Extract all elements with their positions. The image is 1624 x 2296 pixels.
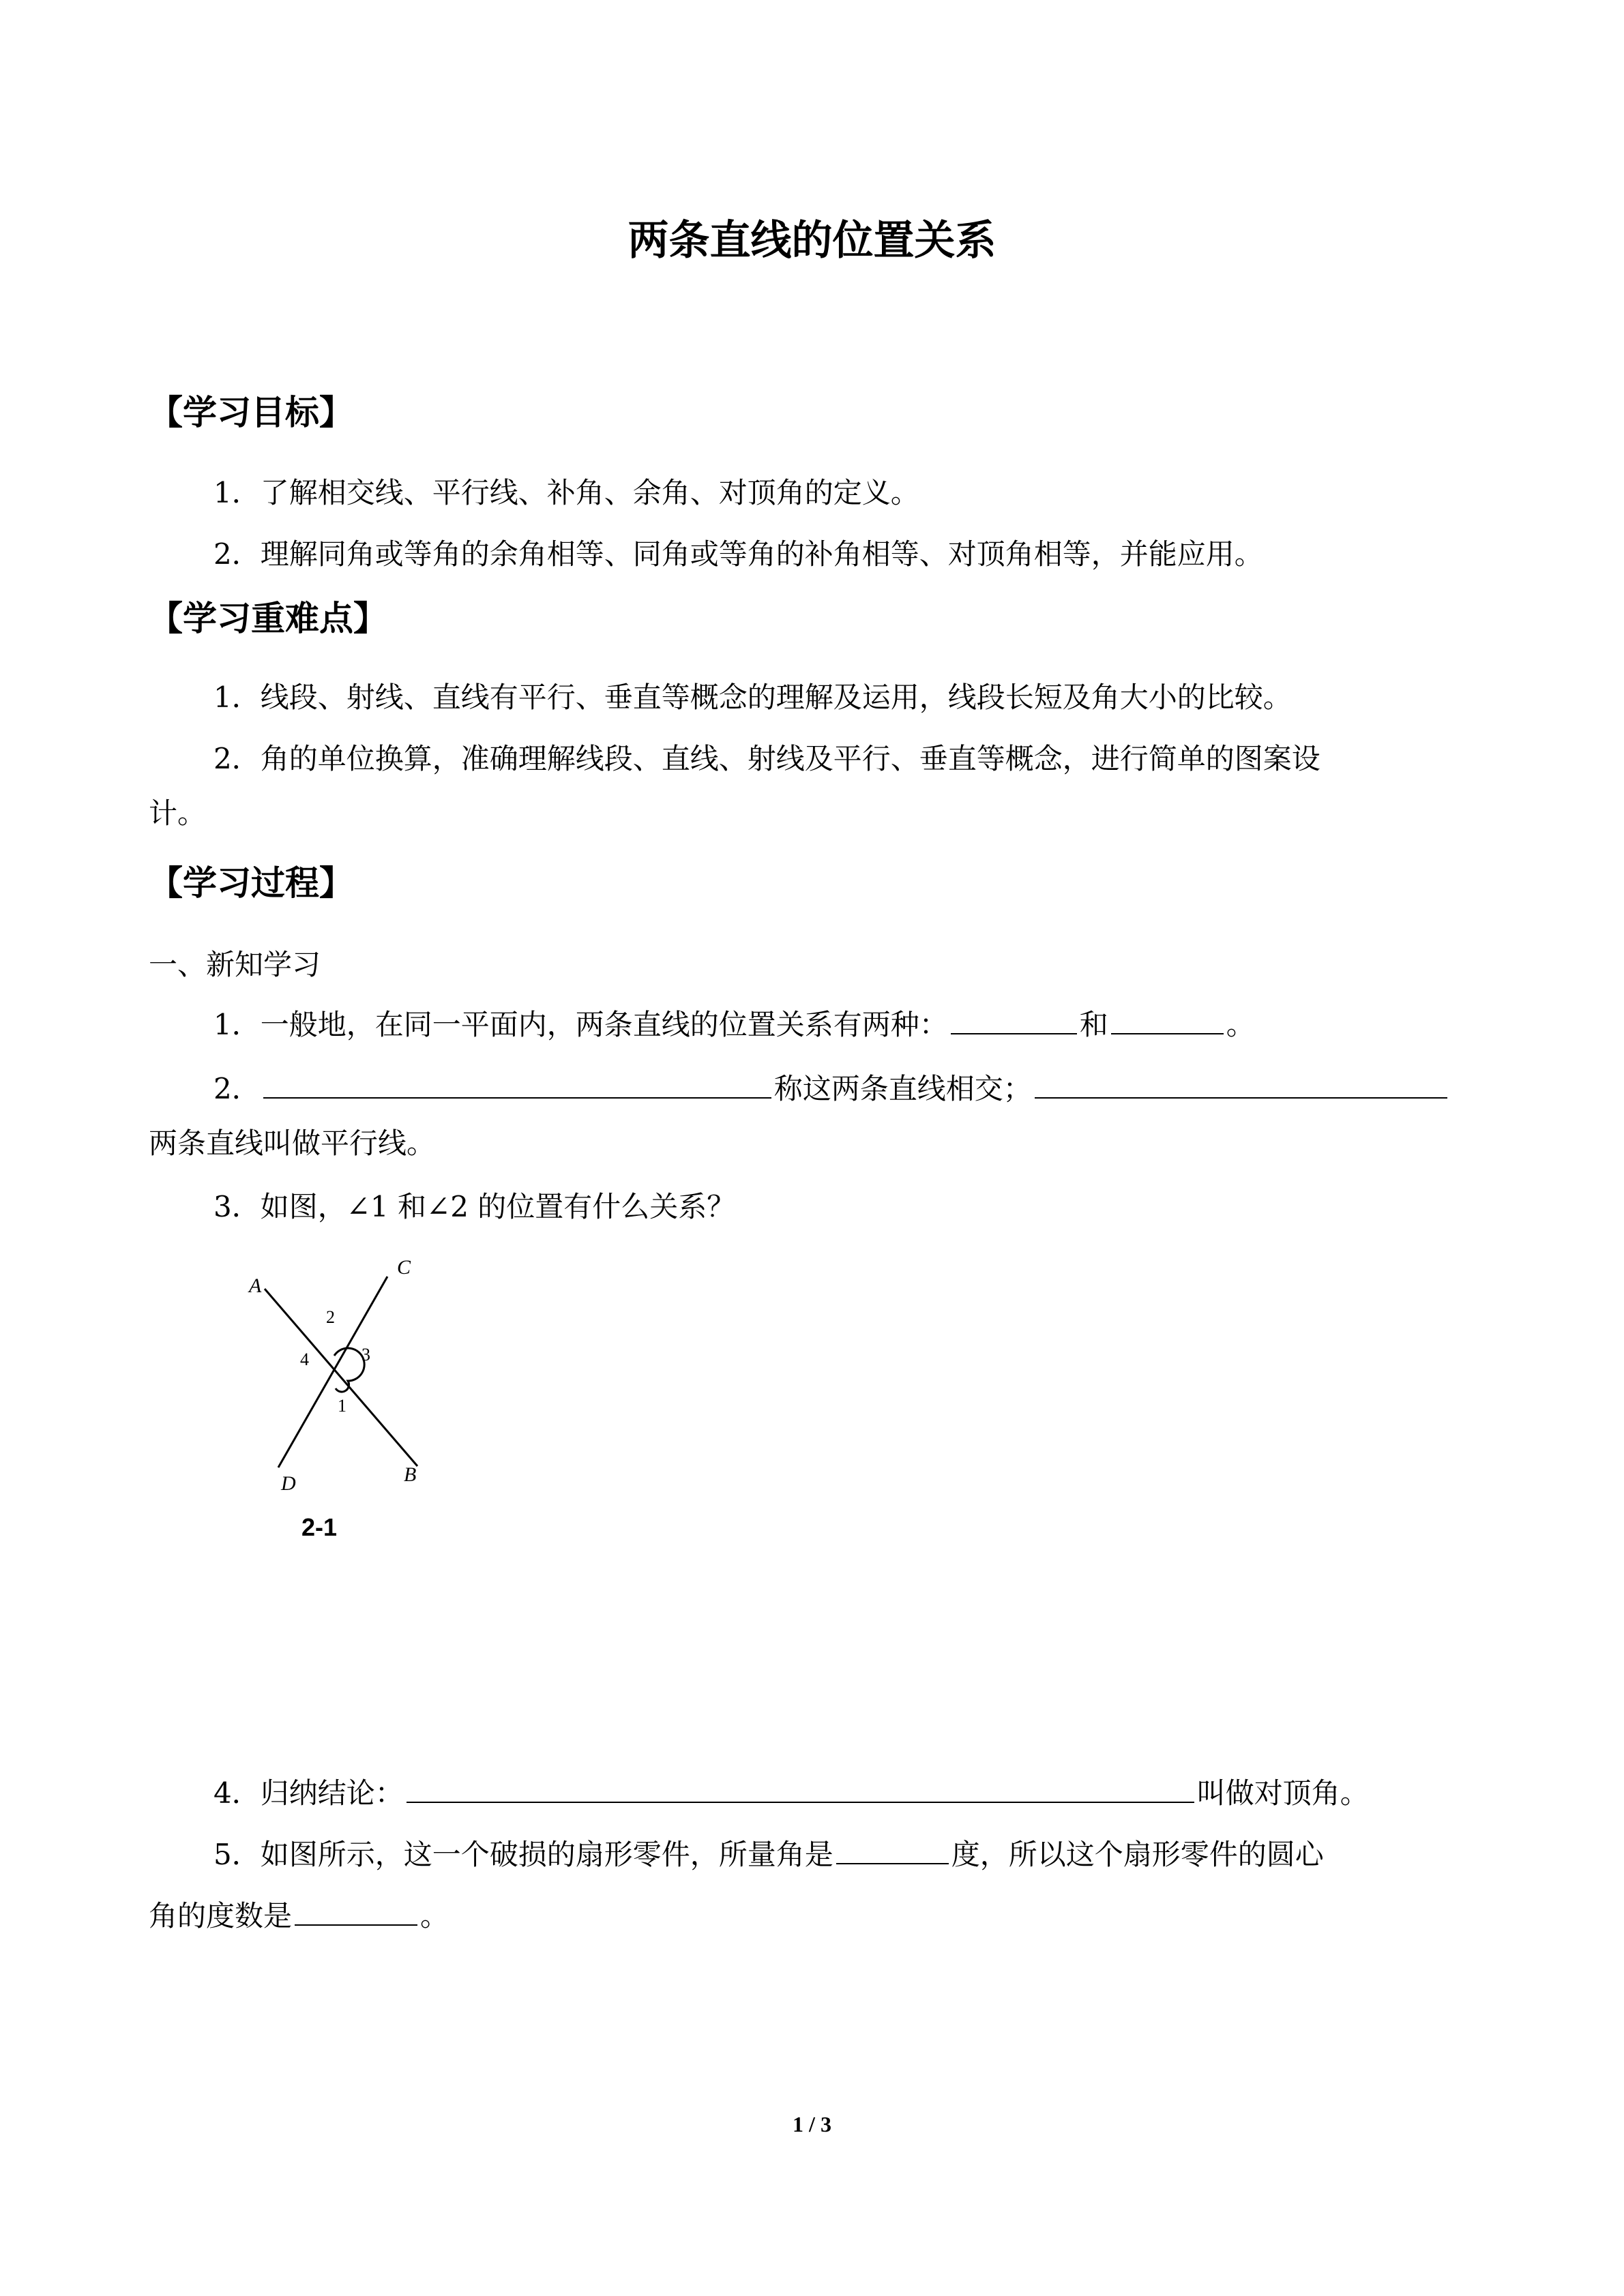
question-5-line2-suffix: 。 (420, 1899, 449, 1933)
question-5-prefix: 5．如图所示，这一个破损的扇形零件，所量角是 (213, 1838, 833, 1871)
question-4 (213, 1773, 1369, 1814)
difficulty-item-1: 1．线段、射线、直线有平行、垂直等概念的理解及运用，线段长短及角大小的比较。 (213, 681, 1292, 714)
point-label-B: B (404, 1463, 417, 1486)
difficulty-item-2-line1: 2．角的单位换算，准确理解线段、直线、射线及平行、垂直等概念，进行简单的图案设 (213, 742, 1320, 775)
question-2-line2: 两条直线叫做平行线。 (149, 1127, 436, 1160)
question-2-prefix: 2． (213, 1072, 261, 1105)
figure-intersecting-lines (232, 1248, 450, 1548)
goal-item-2: 2．理解同角或等角的余角相等、同角或等角的补角相等、对顶角相等，并能应用。 (213, 537, 1263, 571)
question-5-line2 (149, 1896, 449, 1937)
answer-blank-5b[interactable] (295, 1897, 417, 1926)
answer-blank-2a[interactable] (263, 1070, 771, 1099)
answer-blank-5a[interactable] (836, 1836, 949, 1864)
question-3 (213, 1187, 735, 1227)
page-number: 1 / 3 (793, 2112, 831, 2136)
angle-label-1: 1 (338, 1396, 346, 1416)
question-5-line2-prefix: 角的度数是 (149, 1899, 293, 1933)
answer-blank-1a[interactable] (951, 1006, 1077, 1034)
question-1-suffix: 。 (1226, 1008, 1255, 1041)
question-3-prefix: 3．如图， (213, 1190, 346, 1223)
intersecting-lines-diagram (232, 1248, 450, 1548)
point-label-D: D (281, 1472, 296, 1495)
line-AB (265, 1289, 417, 1466)
angle-label-3: 3 (361, 1345, 370, 1365)
question-5-middle: 度，所以这个扇形零件的圆心 (951, 1838, 1324, 1871)
page-title: 两条直线的位置关系 (628, 217, 996, 265)
section-heading-goals: 【学习目标】 (149, 393, 353, 432)
question-1 (213, 1004, 1255, 1045)
question-2-middle: 称这两条直线相交； (773, 1072, 1032, 1105)
answer-blank-4[interactable] (407, 1774, 1194, 1803)
angle-label-4: 4 (300, 1350, 309, 1369)
point-label-C: C (397, 1256, 411, 1279)
goal-item-1: 1．了解相交线、平行线、补角、余角、对顶角的定义。 (213, 476, 919, 509)
question-4-prefix: 4．归纳结论： (213, 1776, 404, 1810)
figure-caption: 2-1 (301, 1513, 338, 1541)
question-4-suffix: 叫做对顶角。 (1196, 1776, 1369, 1810)
answer-blank-2b[interactable] (1035, 1070, 1447, 1099)
point-label-A: A (249, 1274, 262, 1297)
question-3-and: 和 (388, 1190, 427, 1223)
angle-label-2: 2 (326, 1307, 335, 1327)
angle-1-symbol: ∠1 (346, 1190, 389, 1223)
subsection-new-knowledge: 一、新知学习 (149, 948, 321, 981)
question-3-suffix: 的位置有什么关系？ (468, 1190, 736, 1223)
angle-2-symbol: ∠2 (426, 1190, 469, 1223)
question-5-line1 (213, 1834, 1324, 1875)
answer-blank-1b[interactable] (1111, 1006, 1224, 1034)
question-1-prefix: 1．一般地，在同一平面内，两条直线的位置关系有两种： (213, 1008, 948, 1041)
difficulty-item-2-line2: 计。 (149, 796, 207, 830)
section-heading-difficulties: 【学习重难点】 (149, 599, 387, 638)
angle-arc-marks (334, 1348, 364, 1392)
question-2-line1 (213, 1069, 1450, 1109)
section-heading-process: 【学习过程】 (149, 863, 353, 903)
line-CD (278, 1277, 387, 1467)
question-1-middle: 和 (1079, 1008, 1108, 1041)
